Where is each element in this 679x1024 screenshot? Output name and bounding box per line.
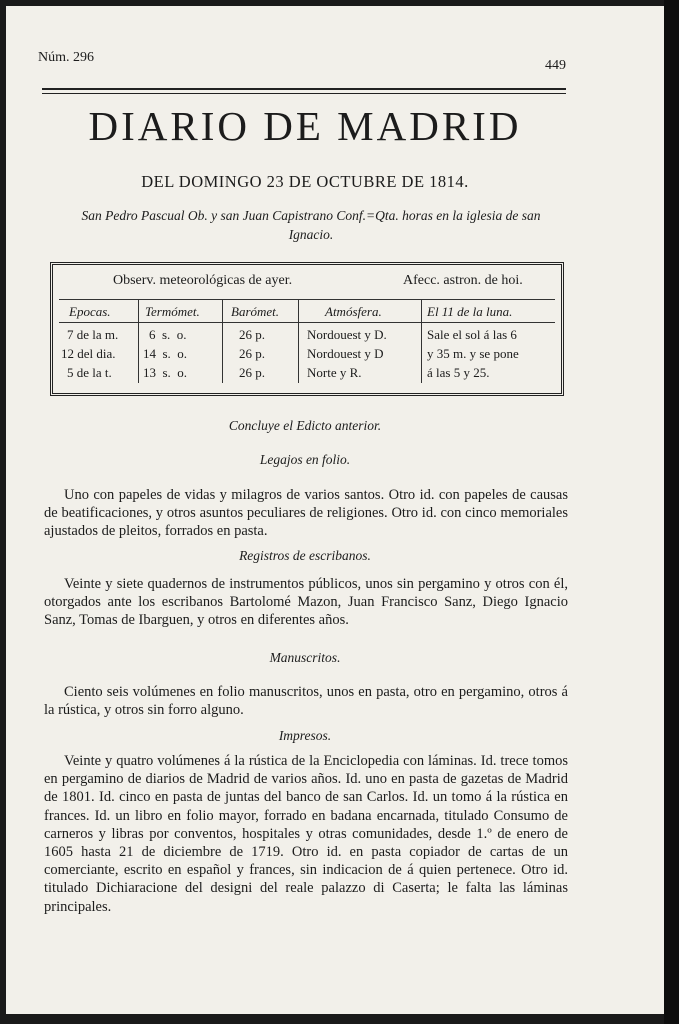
- section-heading: Impresos.: [278, 728, 332, 743]
- section-heading: Manuscritos.: [269, 650, 341, 665]
- weather-title: Observ. meteorológicas de ayer.: [113, 273, 293, 288]
- table-cell: 6 s. o.: [149, 327, 187, 342]
- page-number: 449: [545, 58, 566, 73]
- table-cell: y 35 m. y se pone: [427, 346, 519, 361]
- column-rule: [421, 299, 422, 383]
- paragraph: Ciento seis volúmenes en folio manuscritos, unos en pasta, otro en pergamino, otros á la rústica, y otros sin forro alguno.: [44, 684, 568, 719]
- table-cell: Norte y R.: [307, 365, 362, 380]
- table-cell: á las 5 y 25.: [427, 365, 490, 380]
- paragraph: Veinte y siete quadernos de instrumentos públicos, unos sin pergamino y otros con él, otorgados ante los escribanos Bartolomé Mazon, Juan Francisco Sanz, Diego Ignacio Sanz, Tomas de Ibarguen, y otros en diferentes años.: [44, 576, 568, 629]
- column-rule: [298, 299, 299, 383]
- section-heading: Registros de escribanos.: [239, 548, 371, 563]
- table-cell: 7 de la m.: [67, 327, 119, 342]
- column-rule: [138, 299, 139, 383]
- paragraph: Uno con papeles de vidas y milagros de varios santos. Otro id. con papeles de causas de beatificaciones, y otros asuntos peculiares de religiones. Otro id. con cinco memoriales ajustados de pleitos, forrados en pasta.: [44, 487, 568, 540]
- column-header-termometro: Termómet.: [145, 304, 200, 319]
- table-cell: 14 s. o.: [143, 346, 188, 361]
- section-heading: Legajos en folio.: [259, 452, 351, 467]
- column-header-luna: El 11 de la luna.: [427, 304, 513, 319]
- table-cell: 5 de la t.: [67, 365, 112, 380]
- column-header-atmosfera: Atmósfera.: [325, 304, 382, 319]
- table-cell: Sale el sol á las 6: [427, 327, 517, 342]
- top-rule-thin: [42, 93, 566, 94]
- table-cell: 13 s. o.: [143, 365, 188, 380]
- table-cell: 26 p.: [239, 365, 265, 380]
- weather-table: [50, 262, 564, 396]
- column-rule: [222, 299, 223, 383]
- table-divider: [59, 322, 555, 323]
- table-divider: [59, 299, 555, 300]
- paragraph: Veinte y quatro volúmenes á la rústica de la Enciclopedia con láminas. Id. trece tomos en pergamino de diarios de Madrid de varios años. Id. uno en pasta de gazetas de Madrid de 1801. Id. cinco en pasta de juntas del banco de san Carlos. Id. un tomo á la rústica en frances. Id. un libro en folio mayor, forrado en badana encarnada, titulado Consumo de carneros y libras por conventos, hospitales y otras comunidades, desde 1.º de enero de 1605 hasta 21 de diciembre de 1719. Otro id. en pasta copiador de cartas de un comerciante, escrito en español y frances, sin indicacion de á quien pertenece. Otro id. titulado Dichiaracione del designi del reale palazzo di Caserta; le falta las láminas principales.: [44, 753, 568, 915]
- issue-number: Núm. 296: [38, 50, 94, 65]
- table-cell: 12 del dia.: [61, 346, 116, 361]
- table-cell: Nordouest y D: [307, 346, 384, 361]
- section-heading: Concluye el Edicto anterior.: [228, 418, 382, 433]
- column-header-barometro: Barómet.: [231, 304, 280, 319]
- table-cell: 26 p.: [239, 327, 265, 342]
- column-header-epocas: Epocas.: [69, 304, 111, 319]
- dateline: DEL DOMINGO 23 DE OCTUBRE DE 1814.: [141, 172, 469, 191]
- top-rule: [42, 88, 566, 90]
- newspaper-page: [6, 6, 664, 1014]
- table-cell: Nordouest y D.: [307, 327, 387, 342]
- table-cell: 26 p.: [239, 346, 265, 361]
- scan-border: [664, 0, 679, 1024]
- saints-line: San Pedro Pascual Ob. y san Juan Capistrano Conf.=Qta. horas en la iglesia de san Ignacio.: [81, 208, 541, 242]
- astro-title: Afecc. astron. de hoi.: [403, 273, 523, 288]
- masthead: DIARIO DE MADRID: [88, 103, 522, 149]
